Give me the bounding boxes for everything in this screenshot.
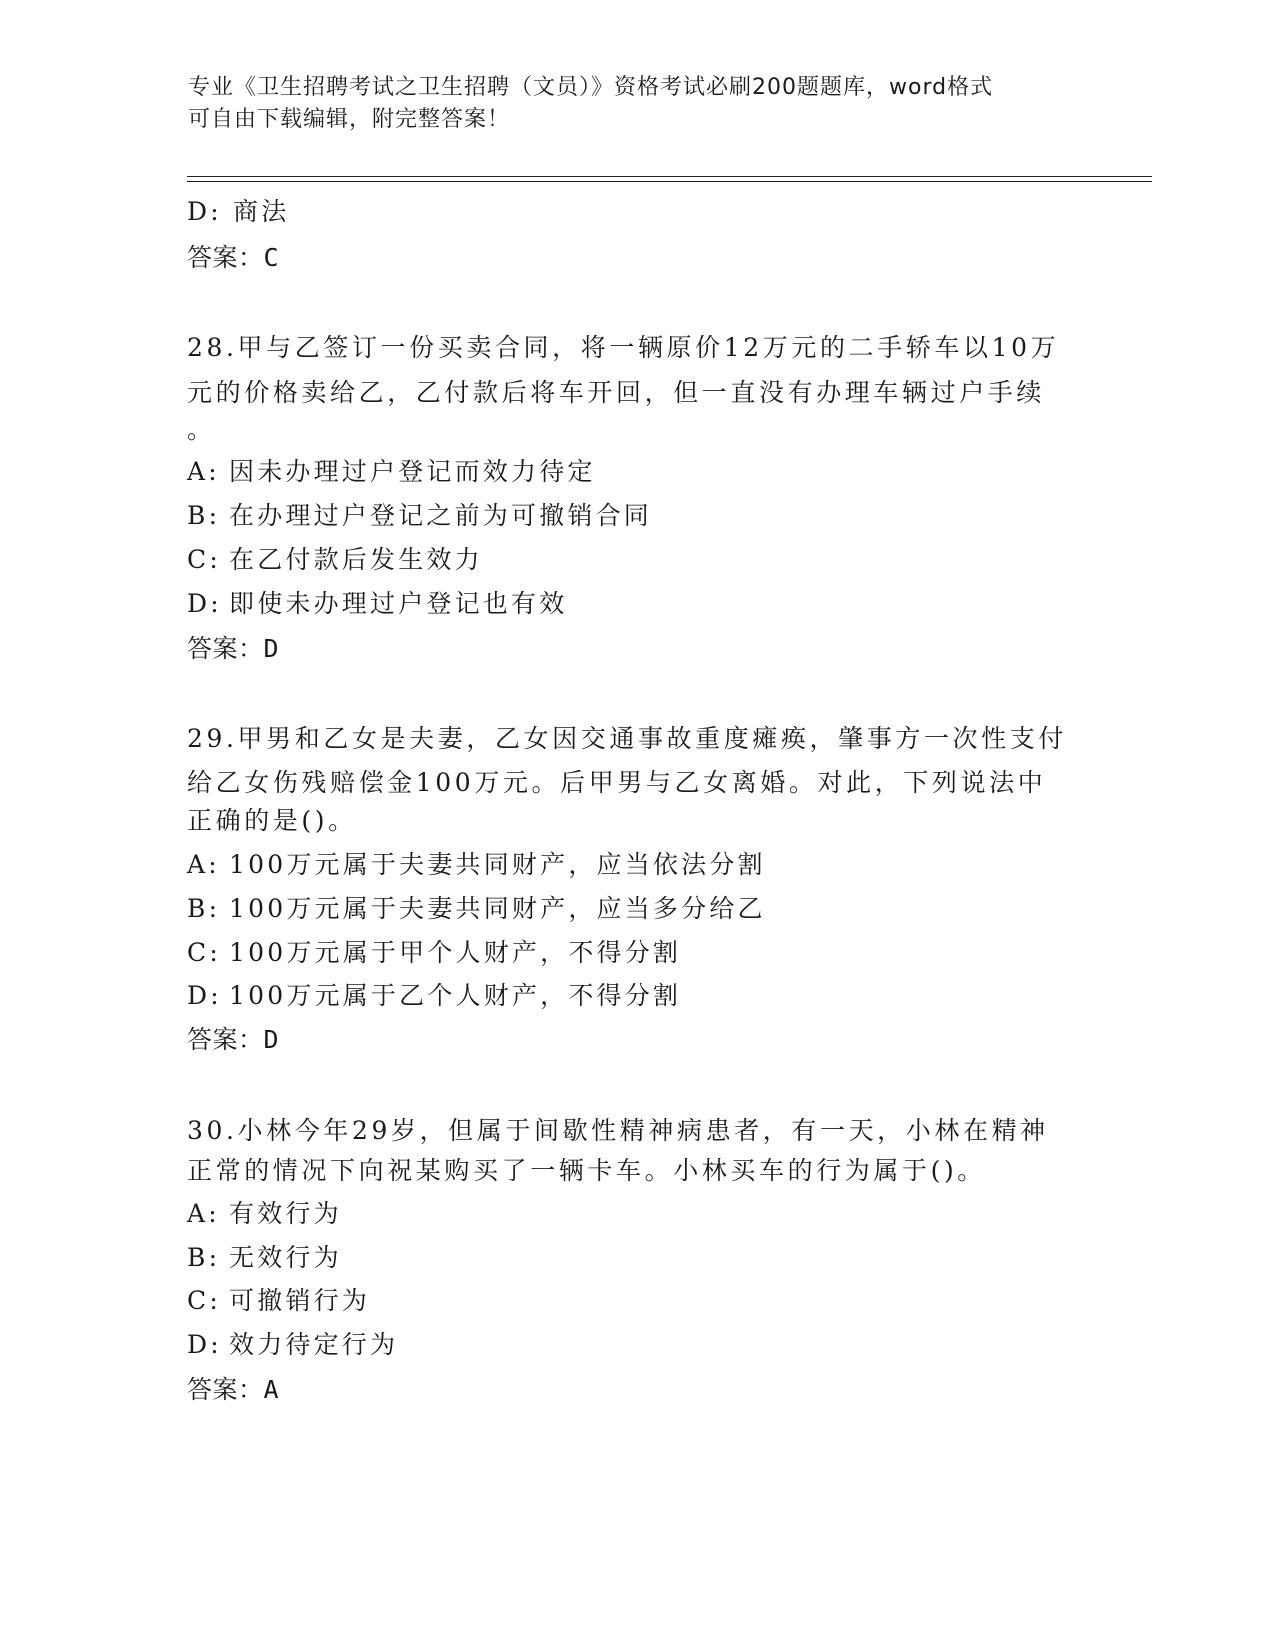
- answer-label: 答案：: [187, 243, 264, 272]
- question-option-d: [187, 586, 567, 622]
- option-text: 100万元属于乙个人财产，不得分割: [229, 981, 682, 1010]
- question-answer: [187, 631, 279, 667]
- option-letter: B:: [187, 1243, 221, 1272]
- option-letter: B:: [187, 501, 221, 530]
- header-divider-top: [187, 176, 1152, 177]
- question-stem-line: 。: [187, 415, 216, 444]
- question-stem-line: 正常的情况下向祝某购买了一辆卡车。小林买车的行为属于()。: [187, 1156, 986, 1185]
- question-stem-line: 30.小林今年29岁，但属于间歇性精神病患者，有一天，小林在精神: [187, 1116, 1049, 1145]
- option-letter: C:: [187, 545, 221, 574]
- option-letter: A:: [187, 1199, 220, 1228]
- prev-question-answer: [187, 240, 279, 276]
- question-option-c: [187, 1283, 370, 1319]
- option-text: 100万元属于夫妻共同财产，应当依法分割: [229, 850, 766, 879]
- option-text: 即使未办理过户登记也有效: [229, 589, 568, 618]
- question-option-b: [187, 891, 766, 927]
- question-option-b: [187, 498, 652, 534]
- option-letter: D:: [187, 1330, 222, 1359]
- option-text: 100万元属于夫妻共同财产，应当多分给乙: [229, 894, 766, 923]
- option-text: 100万元属于甲个人财产，不得分割: [229, 938, 682, 967]
- question-answer: [187, 1372, 279, 1408]
- question-stem-line: 元的价格卖给乙，乙付款后将车开回，但一直没有办理车辆过户手续: [187, 378, 1046, 407]
- prev-question-option-d: D: 商法: [187, 197, 290, 226]
- header-divider-bottom: [187, 181, 1152, 182]
- question-option-d: [187, 978, 681, 1014]
- option-text: 有效行为: [229, 1199, 342, 1228]
- option-letter: C:: [187, 1286, 221, 1315]
- option-text: 无效行为: [229, 1243, 342, 1272]
- question-option-a: [187, 454, 596, 490]
- question-option-a: [187, 1196, 342, 1232]
- document-header-line-2: 可自由下载编辑，附完整答案！: [188, 107, 511, 132]
- answer-value: D: [263, 1025, 280, 1054]
- option-text: 可撤销行为: [229, 1286, 371, 1315]
- option-letter: A:: [187, 850, 220, 879]
- answer-label: 答案：: [187, 1375, 264, 1404]
- answer-value: C: [263, 243, 280, 272]
- question-option-d: [187, 1327, 398, 1363]
- question-stem-line: 29.甲男和乙女是夫妻，乙女因交通事故重度瘫痪，肇事方一次性支付: [187, 724, 1067, 753]
- question-stem-line: 28.甲与乙签订一份买卖合同，将一辆原价12万元的二手轿车以10万: [187, 333, 1060, 362]
- option-letter: A:: [187, 457, 220, 486]
- option-text: 在办理过户登记之前为可撤销合同: [229, 501, 653, 530]
- question-option-c: [187, 542, 483, 578]
- option-letter: D:: [187, 981, 222, 1010]
- question-option-b: [187, 1240, 342, 1276]
- question-option-c: [187, 935, 681, 971]
- answer-label: 答案：: [187, 1025, 264, 1054]
- option-letter: C:: [187, 938, 221, 967]
- answer-value: A: [263, 1375, 280, 1404]
- question-stem-line: 给乙女伤残赔偿金100万元。后甲男与乙女离婚。对此，下列说法中: [187, 768, 1047, 797]
- answer-value: D: [263, 634, 280, 663]
- option-text: 在乙付款后发生效力: [229, 545, 483, 574]
- option-letter: B:: [187, 894, 221, 923]
- option-text: 因未办理过户登记而效力待定: [229, 457, 596, 486]
- option-letter: D:: [187, 589, 222, 618]
- document-header-line-1: 专业《卫生招聘考试之卫生招聘（文员）》资格考试必刷200题题库，word格式: [188, 75, 994, 100]
- answer-label: 答案：: [187, 634, 264, 663]
- option-text: 效力待定行为: [229, 1330, 399, 1359]
- question-stem-line: 正确的是()。: [187, 806, 357, 835]
- question-option-a: [187, 847, 766, 883]
- question-answer: [187, 1022, 279, 1058]
